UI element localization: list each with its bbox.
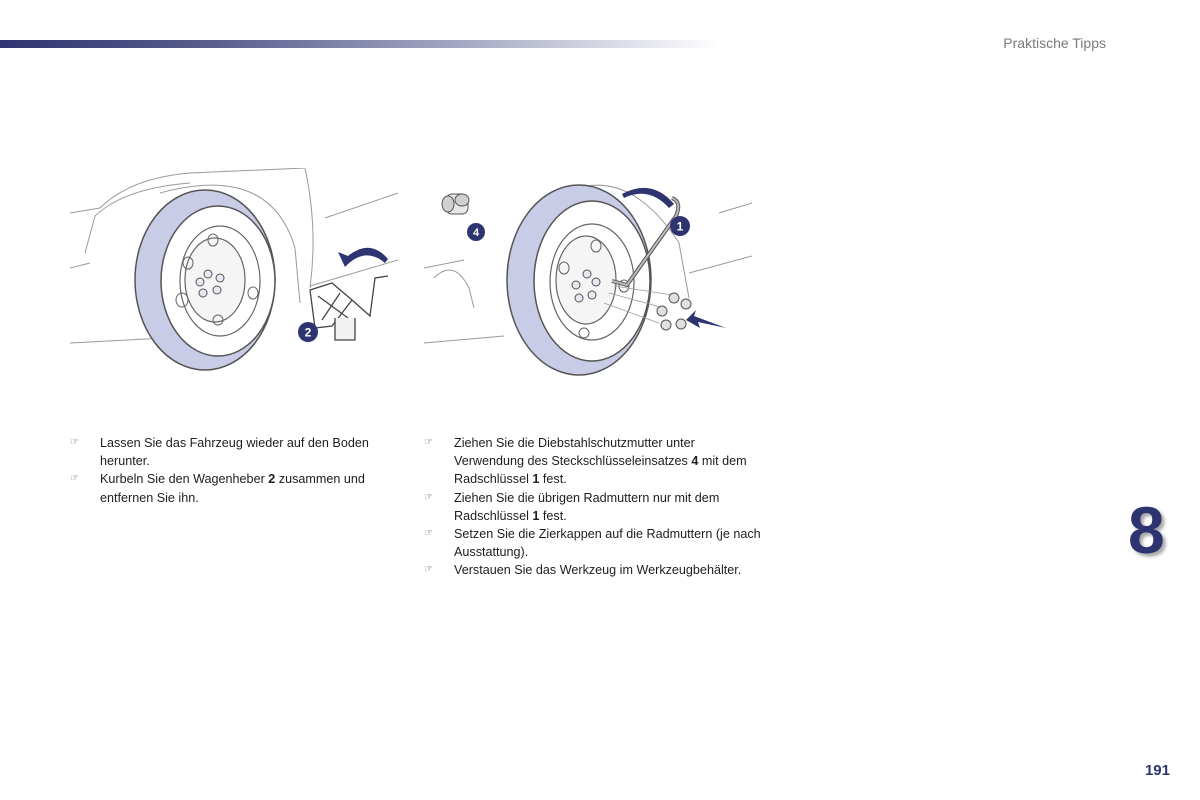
header-gradient-bar [0, 40, 720, 48]
arrow-icon [686, 310, 726, 328]
badge-4 [467, 223, 485, 241]
arrow-icon [338, 248, 388, 267]
pointing-hand-icon: ☞ [70, 437, 79, 448]
pointing-hand-icon: ☞ [424, 564, 433, 576]
chapter-number: 8 [1128, 493, 1165, 567]
tire [135, 190, 275, 370]
badge-2 [298, 322, 318, 342]
jack-icon [310, 276, 388, 340]
pointing-hand-icon: ☞ [424, 491, 433, 503]
section-title: Praktische Tipps [1003, 35, 1106, 51]
list-item: ☞ Lassen Sie das Fahrzeug wieder auf den Boden herunter. [70, 436, 369, 469]
nut-caps [657, 293, 691, 330]
illustration-lower-jack [70, 168, 398, 378]
socket-icon [442, 194, 469, 214]
list-item: ☞ Kurbeln Sie den Wagenheber 2 zusammen und entfernen Sie ihn. [70, 472, 365, 505]
svg-text:2: 2 [304, 325, 312, 340]
page-number: 191 [1144, 762, 1170, 779]
pointing-hand-icon: ☞ [70, 473, 79, 485]
list-item: ☞ Verstauen Sie das Werkzeug im Werkzeugbehälter. [424, 561, 764, 579]
instructions-right [424, 434, 764, 580]
list-item: ☞ Ziehen Sie die Diebstahlschutzmutter unter Verwendung des Steckschlüsseleinsatzes 4 mit dem Radschlüssel 1 fest. [424, 436, 747, 487]
svg-text:4: 4 [472, 227, 480, 239]
list-item: ☞ Setzen Sie die Zierkappen auf die Radmuttern (je nach Ausstattung). [424, 527, 761, 560]
badge-1 [670, 216, 690, 236]
illustration-tighten-nuts [424, 168, 752, 378]
list-item: ☞ Ziehen Sie die übrigen Radmuttern nur mit dem Radschlüssel 1 fest. [424, 490, 720, 523]
instructions-left [70, 434, 400, 507]
svg-text:1: 1 [676, 219, 684, 234]
pointing-hand-icon: ☞ [424, 437, 433, 448]
arrow-icon [622, 188, 674, 208]
pointing-hand-icon: ☞ [424, 528, 433, 540]
